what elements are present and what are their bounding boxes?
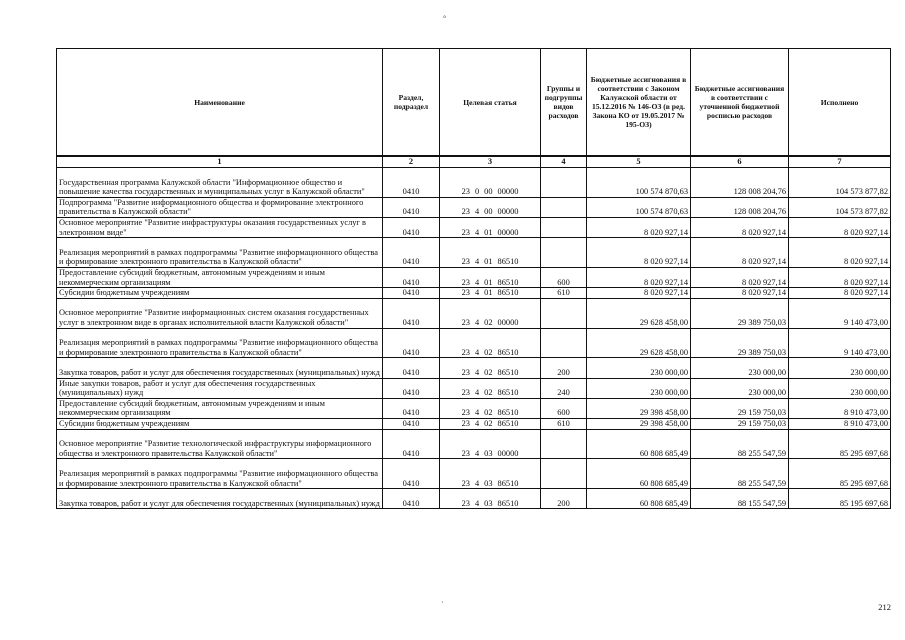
target-code-part: 0 (474, 187, 480, 197)
target-code-part: 00000 (497, 187, 519, 197)
row-target (440, 197, 541, 217)
row-expense-group (541, 429, 587, 459)
row-name: Субсидии бюджетным учреждениям (57, 418, 383, 429)
table-row (57, 168, 891, 198)
row-target (440, 378, 541, 398)
row-section: 0410 (383, 298, 440, 328)
target-code-part: 86510 (497, 288, 519, 298)
target-code-part: 23 (461, 187, 470, 197)
table-row (57, 429, 891, 459)
row-law-amount: 100 574 870,63 (587, 168, 691, 198)
target-code-part: 23 (461, 257, 470, 267)
row-name: Реализация мероприятий в рамках подпрограммы "Развитие информационного общества и формирование электронного правительства в Калужской области" (57, 328, 383, 358)
row-law-amount: 8 020 927,14 (587, 217, 691, 237)
target-code-part: 00 (484, 187, 493, 197)
row-expense-group (541, 459, 587, 489)
target-code-part: 86510 (497, 498, 519, 508)
target-code (442, 348, 538, 358)
row-name: Реализация мероприятий в рамках подпрограммы "Развитие информационного общества и формирование электронного правительства в Калужской области" (57, 459, 383, 489)
target-code-part: 23 (461, 388, 470, 398)
target-code-part: 03 (484, 448, 493, 458)
row-expense-group: 610 (541, 418, 587, 429)
target-code-part: 4 (474, 227, 480, 237)
target-code-part: 01 (484, 257, 493, 267)
target-code-part: 4 (474, 388, 480, 398)
col-number: 6 (691, 156, 789, 168)
row-executed-amount: 9 140 473,00 (789, 298, 891, 328)
table-row (57, 288, 891, 299)
row-refined-amount: 29 159 750,03 (691, 398, 789, 418)
target-code-part: 23 (461, 498, 470, 508)
target-code-part: 00000 (497, 207, 519, 217)
row-section: 0410 (383, 358, 440, 378)
row-name: Основное мероприятие "Развитие информационных систем оказания государственных услуг в электронном виде в органах исполнительной власти Калужской области" (57, 298, 383, 328)
target-code-part: 86510 (497, 347, 519, 357)
row-expense-group (541, 298, 587, 328)
row-name: Предоставление субсидий бюджетным, автономным учреждениям и иным некоммерческим организациям (57, 267, 383, 287)
row-expense-group (541, 238, 587, 268)
row-executed-amount: 85 295 697,68 (789, 459, 891, 489)
target-code-part: 86510 (497, 388, 519, 398)
table-row (57, 217, 891, 237)
row-name: Иные закупки товаров, работ и услуг для обеспечения государственных (муниципальных) нужд (57, 378, 383, 398)
row-expense-group: 200 (541, 489, 587, 509)
row-executed-amount: 85 195 697,68 (789, 489, 891, 509)
col-number: 1 (57, 156, 383, 168)
col-number: 2 (383, 156, 440, 168)
row-target (440, 418, 541, 429)
target-code-part: 4 (474, 257, 480, 267)
row-refined-amount: 8 020 927,14 (691, 238, 789, 268)
row-executed-amount: 8 020 927,14 (789, 288, 891, 299)
row-target (440, 489, 541, 509)
row-executed-amount: 8 020 927,14 (789, 217, 891, 237)
target-code (442, 449, 538, 459)
target-code (442, 207, 538, 217)
target-code-part: 02 (484, 388, 493, 398)
row-expense-group: 600 (541, 398, 587, 418)
target-code-part: 23 (461, 207, 470, 217)
target-code (442, 368, 538, 378)
row-refined-amount: 8 020 927,14 (691, 267, 789, 287)
row-refined-amount: 88 155 547,59 (691, 489, 789, 509)
scan-mark-top: ° (443, 14, 447, 23)
row-target (440, 288, 541, 299)
col-number: 7 (789, 156, 891, 168)
header-name: Наименование (57, 49, 383, 157)
row-section: 0410 (383, 489, 440, 509)
target-code-part: 23 (461, 408, 470, 418)
header-groups: Группы и подгруппы видов расходов (541, 49, 587, 157)
table-row (57, 197, 891, 217)
target-code-part: 02 (484, 317, 493, 327)
row-executed-amount: 8 910 473,00 (789, 418, 891, 429)
row-law-amount: 29 398 458,00 (587, 398, 691, 418)
row-law-amount: 60 808 685,49 (587, 429, 691, 459)
row-executed-amount: 8 910 473,00 (789, 398, 891, 418)
row-name: Основное мероприятие "Развитие технологической инфраструктуры информационного общества и электронного правительства Калужской области" (57, 429, 383, 459)
row-expense-group: 240 (541, 378, 587, 398)
target-code (442, 499, 538, 509)
row-law-amount: 29 628 458,00 (587, 328, 691, 358)
target-code-part: 23 (461, 288, 470, 298)
target-code-part: 03 (484, 478, 493, 488)
row-executed-amount: 230 000,00 (789, 358, 891, 378)
row-name: Государственная программа Калужской области "Информационное общество и повышение качества государственных и муниципальных услуг в Калужской области" (57, 168, 383, 198)
target-code (442, 228, 538, 238)
header-target: Целевая статья (440, 49, 541, 157)
column-number-row (57, 156, 891, 168)
row-section: 0410 (383, 217, 440, 237)
row-target (440, 298, 541, 328)
row-expense-group (541, 217, 587, 237)
target-code-part: 00000 (497, 317, 519, 327)
page-number: 212 (878, 602, 891, 612)
target-code-part: 01 (484, 227, 493, 237)
target-code-part: 86510 (497, 478, 519, 488)
row-target (440, 459, 541, 489)
row-name: Основное мероприятие "Развитие инфраструктуры оказания государственных услуг в электронном виде" (57, 217, 383, 237)
row-section: 0410 (383, 328, 440, 358)
row-refined-amount: 230 000,00 (691, 378, 789, 398)
row-name: Субсидии бюджетным учреждениям (57, 288, 383, 299)
target-code-part: 86510 (497, 277, 519, 287)
row-name: Закупка товаров, работ и услуг для обеспечения государственных (муниципальных) нужд (57, 489, 383, 509)
row-refined-amount: 29 389 750,03 (691, 328, 789, 358)
target-code-part: 23 (461, 347, 470, 357)
row-refined-amount: 128 008 204,76 (691, 168, 789, 198)
row-target (440, 217, 541, 237)
header-law: Бюджетные ассигнования в соответствии с Законом Калужской области от 15.12.2016 № 146-ОЗ (в ред. Закона КО от 19.05.2017 № 195-ОЗ) (587, 49, 691, 157)
row-section: 0410 (383, 418, 440, 429)
row-section: 0410 (383, 429, 440, 459)
row-name: Закупка товаров, работ и услуг для обеспечения государственных (муниципальных) нужд (57, 358, 383, 378)
row-section: 0410 (383, 197, 440, 217)
target-code-part: 4 (474, 448, 480, 458)
target-code-part: 02 (484, 418, 493, 428)
row-expense-group (541, 168, 587, 198)
row-law-amount: 100 574 870,63 (587, 197, 691, 217)
target-code-part: 4 (474, 347, 480, 357)
header-executed: Исполнено (789, 49, 891, 157)
target-code-part: 4 (474, 478, 480, 488)
row-law-amount: 29 628 458,00 (587, 298, 691, 328)
col-number: 3 (440, 156, 541, 168)
target-code-part: 23 (461, 478, 470, 488)
target-code-part: 4 (474, 207, 480, 217)
row-law-amount: 230 000,00 (587, 378, 691, 398)
row-expense-group: 600 (541, 267, 587, 287)
row-refined-amount: 88 255 547,59 (691, 459, 789, 489)
row-refined-amount: 29 159 750,03 (691, 418, 789, 429)
row-section: 0410 (383, 398, 440, 418)
target-code-part: 23 (461, 448, 470, 458)
row-expense-group (541, 328, 587, 358)
target-code-part: 23 (461, 317, 470, 327)
row-section: 0410 (383, 288, 440, 299)
row-expense-group (541, 197, 587, 217)
scan-mark-bottom: · (441, 598, 444, 607)
target-code-part: 23 (461, 227, 470, 237)
target-code-part: 02 (484, 367, 493, 377)
row-expense-group: 200 (541, 358, 587, 378)
row-target (440, 429, 541, 459)
row-target (440, 358, 541, 378)
target-code-part: 4 (474, 367, 480, 377)
row-law-amount: 8 020 927,14 (587, 238, 691, 268)
row-law-amount: 230 000,00 (587, 358, 691, 378)
table-row (57, 358, 891, 378)
row-law-amount: 60 808 685,49 (587, 489, 691, 509)
row-executed-amount: 8 020 927,14 (789, 267, 891, 287)
row-target (440, 238, 541, 268)
target-code-part: 4 (474, 277, 480, 287)
target-code (442, 288, 538, 298)
col-number: 5 (587, 156, 691, 168)
row-law-amount: 60 808 685,49 (587, 459, 691, 489)
target-code-part: 4 (474, 317, 480, 327)
target-code (442, 388, 538, 398)
target-code (442, 278, 538, 288)
budget-table (56, 48, 891, 509)
row-executed-amount: 8 020 927,14 (789, 238, 891, 268)
target-code (442, 408, 538, 418)
table-row (57, 398, 891, 418)
row-refined-amount: 8 020 927,14 (691, 217, 789, 237)
target-code-part: 86510 (497, 418, 519, 428)
row-refined-amount: 230 000,00 (691, 358, 789, 378)
target-code-part: 86510 (497, 408, 519, 418)
row-executed-amount: 230 000,00 (789, 378, 891, 398)
target-code-part: 01 (484, 277, 493, 287)
table-row (57, 489, 891, 509)
target-code (442, 419, 538, 429)
row-executed-amount: 9 140 473,00 (789, 328, 891, 358)
header-row (57, 49, 891, 157)
row-refined-amount: 128 008 204,76 (691, 197, 789, 217)
target-code-part: 03 (484, 498, 493, 508)
row-law-amount: 8 020 927,14 (587, 267, 691, 287)
row-target (440, 398, 541, 418)
row-refined-amount: 88 255 547,59 (691, 429, 789, 459)
row-refined-amount: 29 389 750,03 (691, 298, 789, 328)
row-target (440, 267, 541, 287)
target-code-part: 86510 (497, 367, 519, 377)
target-code-part: 02 (484, 347, 493, 357)
row-name: Подпрограмма "Развитие информационного общества и формирование электронного правительства в Калужской области" (57, 197, 383, 217)
row-section: 0410 (383, 238, 440, 268)
row-executed-amount: 104 573 877,82 (789, 168, 891, 198)
target-code-part: 4 (474, 498, 480, 508)
target-code-part: 00000 (497, 448, 519, 458)
target-code (442, 479, 538, 489)
row-law-amount: 8 020 927,14 (587, 288, 691, 299)
row-section: 0410 (383, 168, 440, 198)
table-row (57, 418, 891, 429)
table-row (57, 328, 891, 358)
row-law-amount: 29 398 458,00 (587, 418, 691, 429)
target-code-part: 01 (484, 288, 493, 298)
col-number: 4 (541, 156, 587, 168)
target-code (442, 318, 538, 328)
row-section: 0410 (383, 378, 440, 398)
table-row (57, 378, 891, 398)
row-executed-amount: 85 295 697,68 (789, 429, 891, 459)
row-section: 0410 (383, 267, 440, 287)
target-code-part: 4 (474, 288, 480, 298)
target-code-part: 23 (461, 418, 470, 428)
table-row (57, 238, 891, 268)
table-row (57, 459, 891, 489)
target-code-part: 00 (484, 207, 493, 217)
target-code-part: 4 (474, 418, 480, 428)
row-expense-group: 610 (541, 288, 587, 299)
target-code (442, 187, 538, 197)
row-target (440, 168, 541, 198)
table-row (57, 267, 891, 287)
row-name: Реализация мероприятий в рамках подпрограммы "Развитие информационного общества и формирование электронного правительства в Калужской области" (57, 238, 383, 268)
header-section: Раздел, подраздел (383, 49, 440, 157)
target-code-part: 23 (461, 277, 470, 287)
target-code-part: 4 (474, 408, 480, 418)
row-section: 0410 (383, 459, 440, 489)
row-executed-amount: 104 573 877,82 (789, 197, 891, 217)
row-target (440, 328, 541, 358)
row-refined-amount: 8 020 927,14 (691, 288, 789, 299)
target-code (442, 257, 538, 267)
row-name: Предоставление субсидий бюджетным, автономным учреждениям и иным некоммерческим организациям (57, 398, 383, 418)
target-code-part: 02 (484, 408, 493, 418)
target-code-part: 23 (461, 367, 470, 377)
target-code-part: 86510 (497, 257, 519, 267)
header-refined: Бюджетные ассигнования в соответствии с уточненной бюджетной росписью расходов (691, 49, 789, 157)
table-row (57, 298, 891, 328)
target-code-part: 00000 (497, 227, 519, 237)
